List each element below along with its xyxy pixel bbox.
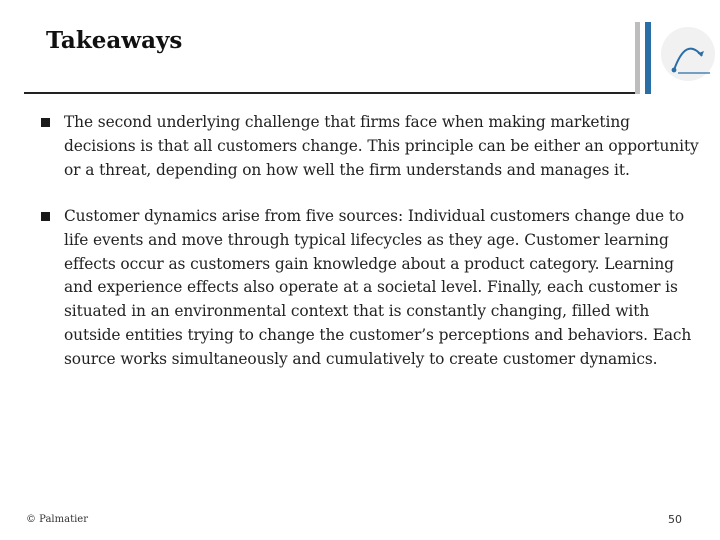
title-divider: [24, 92, 636, 94]
decorative-gray-bar: [635, 22, 640, 94]
list-item: [40, 111, 700, 183]
square-bullet-icon: [41, 212, 50, 221]
decorative-blue-bar: [645, 22, 651, 94]
footer-copyright: © Palmatier: [26, 514, 88, 525]
list-item: [40, 205, 700, 372]
bullet-text: The second underlying challenge that firms face when making marketing decisions is that all customers change. This principle can be either an opportunity or a threat, depending on how well the firm understands and manages it.: [64, 113, 699, 179]
square-bullet-icon: [41, 118, 50, 127]
curve-arrow-icon: [660, 26, 716, 82]
bullet-text: Customer dynamics arise from five sources: Individual customers change due to life events and move through typical lifecycles as they age. Customer learning effects occur as customers gain knowledge about a product category. Learning and experience effects also operate at a societal level. Finally, each customer is situated in an environmental context that is constantly changing, filled with outside entities trying to change the customer’s perceptions and behaviors. Each source works simultaneously and cumulatively to create customer dynamics.: [64, 206, 692, 369]
page-number: 50: [668, 513, 682, 526]
slide-title: Takeaways: [46, 27, 183, 54]
takeaways-list: [40, 111, 700, 372]
